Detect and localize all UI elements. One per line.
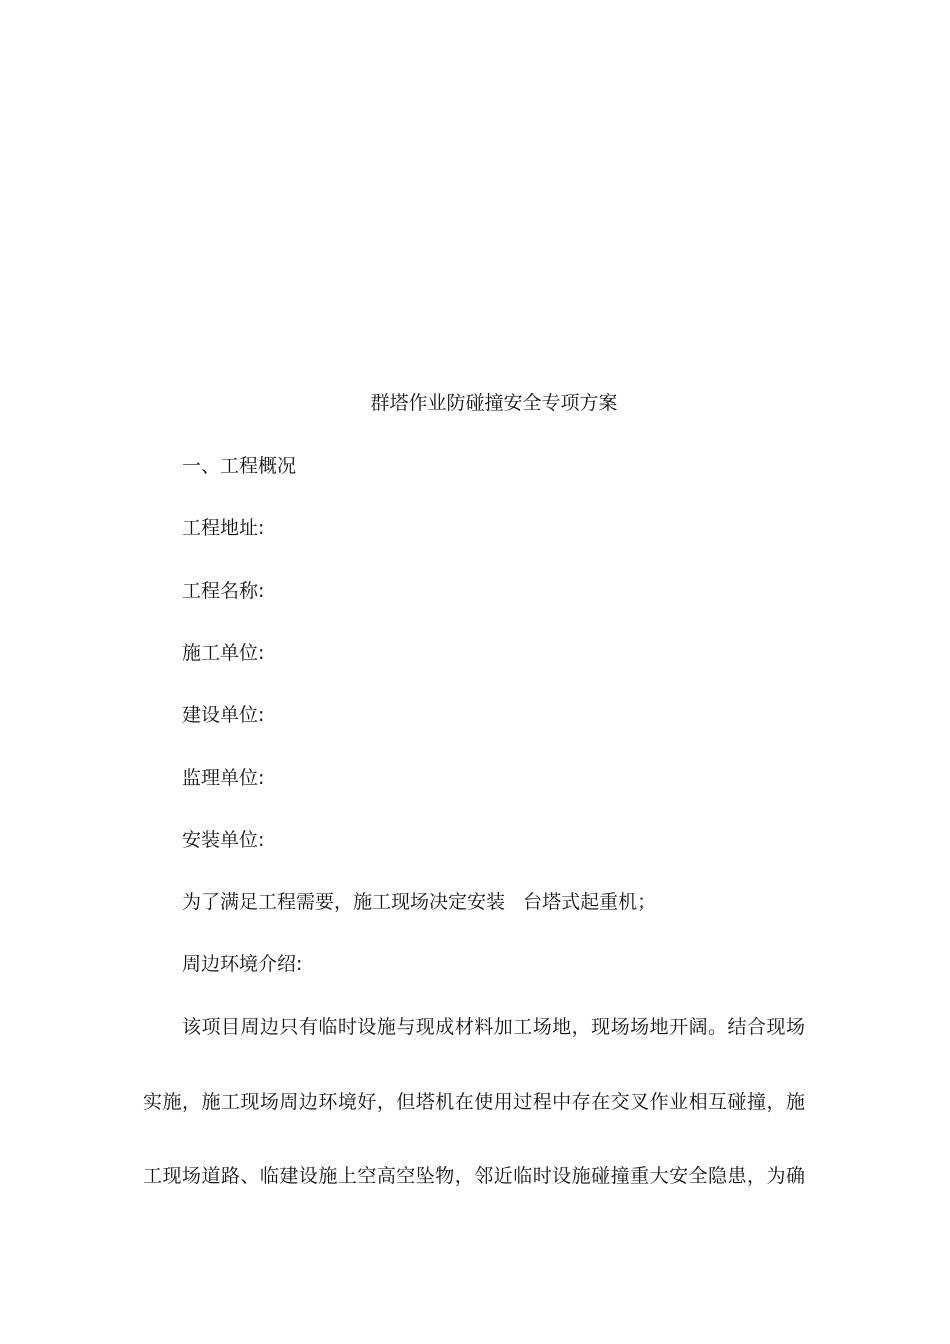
field-project-address: 工程地址: bbox=[182, 517, 265, 539]
environment-label: 周边环境介绍: bbox=[182, 953, 303, 975]
field-installation-unit: 安装单位: bbox=[182, 829, 265, 851]
field-construction-unit: 施工单位: bbox=[182, 642, 265, 664]
environment-paragraph-line-1: 该项目周边只有临时设施与现成材料加工场地，现场场地开阔。结合现场 bbox=[182, 1016, 805, 1038]
field-owner-unit: 建设单位: bbox=[182, 704, 265, 726]
requirement-sentence: 为了满足工程需要，施工现场决定安装 台塔式起重机； bbox=[182, 891, 657, 913]
environment-paragraph-line-3: 工现场道路、临建设施上空高空坠物，邻近临时设施碰撞重大安全隐患，为确 bbox=[143, 1165, 805, 1187]
environment-paragraph-line-2: 实施，施工现场周边环境好，但塔机在使用过程中存在交叉作业相互碰撞，施 bbox=[143, 1091, 805, 1113]
field-supervision-unit: 监理单位: bbox=[182, 767, 265, 789]
section-heading: 一、工程概况 bbox=[182, 455, 297, 477]
field-project-name: 工程名称: bbox=[182, 580, 265, 602]
document-title: 群塔作业防碰撞安全专项方案 bbox=[370, 392, 618, 414]
